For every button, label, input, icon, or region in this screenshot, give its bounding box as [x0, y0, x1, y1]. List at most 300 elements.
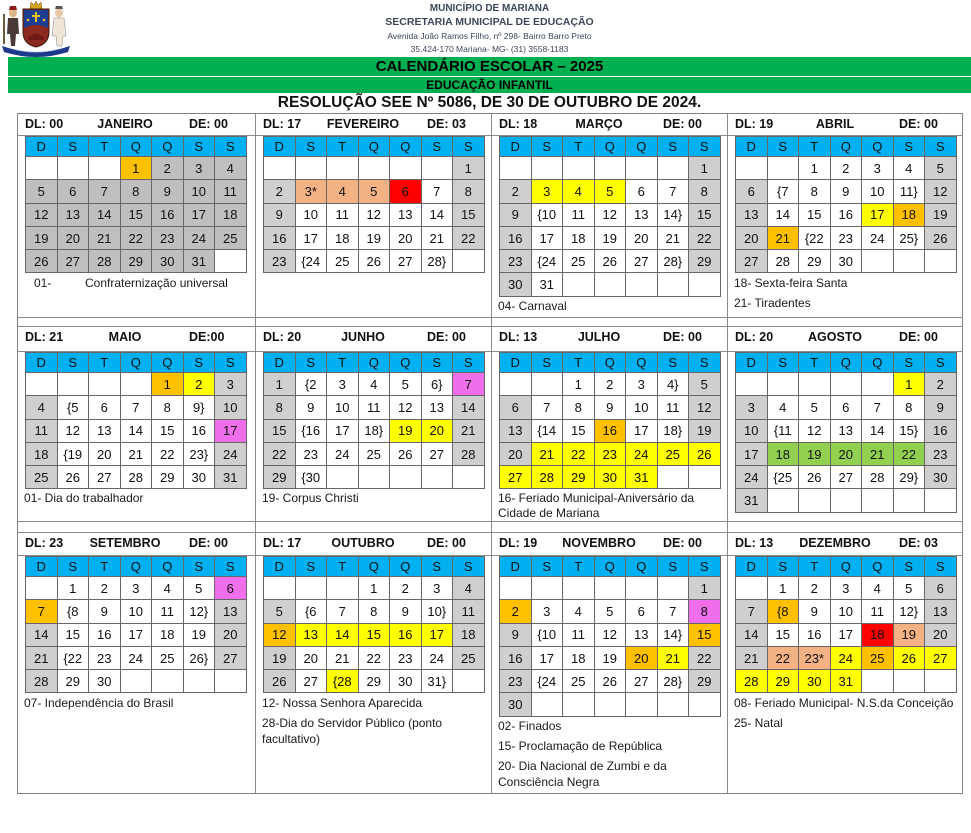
day-cell: 29	[563, 466, 595, 489]
de-count: DE:00	[189, 330, 225, 344]
day-cell: 12	[264, 624, 296, 647]
weekday-header: S	[532, 353, 564, 373]
de-count: DE: 00	[189, 536, 228, 550]
day-cell: 10	[736, 420, 768, 443]
day-cell: 25	[152, 647, 184, 670]
day-cell: 8	[689, 600, 721, 623]
day-cell: 6	[500, 396, 532, 419]
weekday-header: S	[453, 353, 485, 373]
day-cell: 24	[736, 466, 768, 489]
weekday-header: S	[184, 137, 216, 157]
empty-cell	[894, 670, 926, 693]
day-cell: 10	[184, 180, 216, 203]
day-cell: 28	[532, 466, 564, 489]
empty-cell	[58, 157, 90, 180]
empty-cell	[768, 157, 800, 180]
day-cell: 30	[184, 466, 216, 489]
row-divider	[17, 317, 963, 318]
day-cell: 27	[500, 466, 532, 489]
empty-cell	[626, 693, 658, 716]
day-cell: 27	[925, 647, 957, 670]
day-cell: 13	[925, 600, 957, 623]
empty-cell	[595, 693, 627, 716]
weekday-header: D	[500, 353, 532, 373]
day-cell: 21	[327, 647, 359, 670]
day-cell: 23	[925, 443, 957, 466]
weekday-header: Q	[831, 137, 863, 157]
day-cell: 1	[359, 577, 391, 600]
day-cell: 7	[453, 373, 485, 396]
day-cell: 3	[184, 157, 216, 180]
holiday-note	[24, 491, 248, 506]
day-cell: 23	[264, 250, 296, 273]
day-cell: 23	[390, 647, 422, 670]
dl-count: DL: 20	[263, 330, 302, 344]
weekday-header: Q	[595, 557, 627, 577]
empty-cell	[327, 577, 359, 600]
day-cell: 19	[894, 624, 926, 647]
holiday-notes	[734, 695, 958, 735]
day-cell: 16	[89, 624, 121, 647]
day-cell: 27	[422, 443, 454, 466]
day-cell: 27	[58, 250, 90, 273]
holiday-note	[262, 695, 486, 711]
day-cell: 6	[58, 180, 90, 203]
day-cell: 31	[184, 250, 216, 273]
holiday-note	[734, 295, 958, 311]
empty-cell	[500, 157, 532, 180]
calendar-subtitle: EDUCAÇÃO INFANTIL	[8, 77, 971, 93]
day-cell: 20	[626, 227, 658, 250]
day-cell: 10}	[422, 600, 454, 623]
day-cell: 12	[799, 420, 831, 443]
day-cell: 1	[453, 157, 485, 180]
weekday-header: Q	[626, 557, 658, 577]
empty-cell	[121, 670, 153, 693]
day-cell: 4	[215, 157, 247, 180]
day-cell: 31	[532, 273, 564, 296]
empty-cell	[390, 466, 422, 489]
weekday-header: Q	[862, 353, 894, 373]
day-cell: 25	[453, 647, 485, 670]
day-cell: 9	[595, 396, 627, 419]
day-cell: 2	[500, 180, 532, 203]
empty-cell	[626, 577, 658, 600]
day-cell: 4}	[658, 373, 690, 396]
weekday-header: S	[215, 137, 247, 157]
day-cell: {10	[532, 624, 564, 647]
day-cell: 18}	[359, 420, 391, 443]
day-cell: 7	[422, 180, 454, 203]
empty-cell	[500, 373, 532, 396]
weekday-header: Q	[359, 557, 391, 577]
holiday-note-text: 04- Carnaval	[498, 298, 567, 313]
day-cell: 14	[422, 204, 454, 227]
weekday-header: Q	[862, 137, 894, 157]
weekday-header: S	[296, 137, 328, 157]
day-cell: 7	[327, 600, 359, 623]
day-cell: 12	[359, 204, 391, 227]
day-cell: 22	[689, 647, 721, 670]
day-cell: 25	[359, 443, 391, 466]
holiday-note-text: 18- Sexta-feira Santa	[734, 275, 848, 290]
weekday-header: D	[26, 557, 58, 577]
empty-cell	[215, 670, 247, 693]
day-cell: 24	[422, 647, 454, 670]
empty-cell	[390, 157, 422, 180]
holiday-note	[734, 695, 958, 711]
day-cell: 14	[736, 624, 768, 647]
day-cell: 2	[89, 577, 121, 600]
holiday-note-text: 21- Tiradentes	[734, 295, 811, 310]
day-cell: 27	[831, 466, 863, 489]
month-name: SETEMBRO	[89, 536, 161, 550]
month-grid	[25, 556, 247, 693]
day-cell: 7	[89, 180, 121, 203]
day-cell: 15	[799, 204, 831, 227]
weekday-header: T	[799, 557, 831, 577]
weekday-header: S	[453, 137, 485, 157]
day-cell: 17	[736, 443, 768, 466]
day-cell: 1	[152, 373, 184, 396]
day-cell: 8	[689, 180, 721, 203]
holiday-note-text: 01- Dia do trabalhador	[24, 490, 144, 505]
weekday-header: S	[768, 137, 800, 157]
day-cell: 4	[563, 180, 595, 203]
day-cell: 15	[121, 204, 153, 227]
empty-cell	[658, 466, 690, 489]
day-cell: 28	[736, 670, 768, 693]
day-cell: 25	[26, 466, 58, 489]
day-cell: 20	[58, 227, 90, 250]
day-cell: 19	[26, 227, 58, 250]
day-cell: 31}	[422, 670, 454, 693]
holiday-notes	[24, 491, 248, 510]
day-cell: 24	[831, 647, 863, 670]
empty-cell	[894, 250, 926, 273]
weekday-header: T	[89, 557, 121, 577]
day-cell: 13	[500, 420, 532, 443]
day-cell: 1	[58, 577, 90, 600]
day-cell: 18	[563, 647, 595, 670]
day-cell: {30	[296, 466, 328, 489]
day-cell: 5	[894, 577, 926, 600]
day-cell: 15	[58, 624, 90, 647]
empty-cell	[184, 670, 216, 693]
day-cell: 25	[563, 670, 595, 693]
empty-cell	[296, 157, 328, 180]
weekday-header: S	[422, 137, 454, 157]
day-cell: 12	[925, 180, 957, 203]
day-cell: 11	[152, 600, 184, 623]
holiday-note-text: 19- Corpus Christi	[262, 490, 359, 505]
day-cell: 14	[453, 396, 485, 419]
empty-cell	[689, 273, 721, 296]
day-cell: 19	[359, 227, 391, 250]
day-cell: 1	[264, 373, 296, 396]
day-cell: 15	[453, 204, 485, 227]
day-cell: 2	[595, 373, 627, 396]
day-cell: 17	[121, 624, 153, 647]
day-cell: 4	[359, 373, 391, 396]
day-cell: 25	[563, 250, 595, 273]
day-cell: 14}	[658, 624, 690, 647]
day-cell: 19	[595, 227, 627, 250]
day-cell: 3	[121, 577, 153, 600]
column-divider	[727, 113, 728, 794]
dl-count: DL: 19	[735, 117, 774, 131]
day-cell: 6	[925, 577, 957, 600]
holiday-note	[498, 738, 722, 754]
day-cell: 4	[453, 577, 485, 600]
weekday-header: S	[422, 557, 454, 577]
day-cell: 4	[862, 577, 894, 600]
day-cell: 20	[626, 647, 658, 670]
day-cell: 19	[925, 204, 957, 227]
weekday-header: Q	[121, 137, 153, 157]
column-divider	[255, 113, 256, 794]
day-cell: 4	[894, 157, 926, 180]
day-cell: 7	[121, 396, 153, 419]
day-cell: 30	[152, 250, 184, 273]
day-cell: 26	[689, 443, 721, 466]
month-grid	[735, 352, 957, 513]
day-cell: 18	[215, 204, 247, 227]
day-cell: 19	[184, 624, 216, 647]
day-cell: 20	[296, 647, 328, 670]
weekday-header: S	[453, 557, 485, 577]
contact-line: 35.424-170 Mariana- MG- (31) 3558-1183	[410, 44, 569, 54]
empty-cell	[831, 489, 863, 512]
month-grid	[499, 136, 721, 297]
day-cell: 15	[152, 420, 184, 443]
day-cell: 20	[89, 443, 121, 466]
day-cell: 21	[658, 647, 690, 670]
empty-cell	[264, 577, 296, 600]
day-cell: 9	[89, 600, 121, 623]
empty-cell	[799, 489, 831, 512]
weekday-header: S	[768, 557, 800, 577]
day-cell: 11	[563, 204, 595, 227]
day-cell: 14	[26, 624, 58, 647]
weekday-header: S	[925, 137, 957, 157]
day-cell: 19	[799, 443, 831, 466]
month-grid	[735, 556, 957, 693]
day-cell: 6	[390, 180, 422, 203]
day-cell: 27	[626, 670, 658, 693]
day-cell: 23}	[184, 443, 216, 466]
day-cell: 31	[626, 466, 658, 489]
weekday-header: S	[532, 557, 564, 577]
weekday-header: T	[563, 137, 595, 157]
day-cell: 2	[390, 577, 422, 600]
de-count: DE: 00	[899, 117, 938, 131]
day-cell: 10	[626, 396, 658, 419]
empty-cell	[532, 693, 564, 716]
weekday-header: S	[422, 353, 454, 373]
holiday-notes	[24, 695, 248, 715]
day-cell: 19	[264, 647, 296, 670]
day-cell: 8	[563, 396, 595, 419]
month-name: ABRIL	[815, 117, 855, 131]
day-cell: 12	[58, 420, 90, 443]
day-cell: 21	[26, 647, 58, 670]
day-cell: 14}	[658, 204, 690, 227]
day-cell: 15	[359, 624, 391, 647]
month-grid	[499, 556, 721, 717]
day-cell: 30	[595, 466, 627, 489]
day-cell: 26	[799, 466, 831, 489]
empty-cell	[453, 670, 485, 693]
day-cell: 9	[390, 600, 422, 623]
day-cell: 20	[390, 227, 422, 250]
empty-cell	[894, 489, 926, 512]
day-cell: 26	[26, 250, 58, 273]
day-cell: {16	[296, 420, 328, 443]
day-cell: 4	[327, 180, 359, 203]
weekday-header: S	[58, 353, 90, 373]
day-cell: 5	[689, 373, 721, 396]
day-cell: 17	[626, 420, 658, 443]
weekday-header: D	[26, 353, 58, 373]
day-cell: 28	[862, 466, 894, 489]
holiday-notes	[262, 491, 486, 510]
dl-count: DL: 19	[499, 536, 538, 550]
day-cell: 18	[862, 624, 894, 647]
month-grid	[735, 136, 957, 273]
empty-cell	[595, 577, 627, 600]
empty-cell	[925, 250, 957, 273]
day-cell: 12	[595, 204, 627, 227]
day-cell: 21	[89, 227, 121, 250]
day-cell: 1	[894, 373, 926, 396]
holiday-note	[498, 298, 722, 314]
month-grid	[25, 352, 247, 489]
dl-count: DL: 13	[735, 536, 774, 550]
day-cell: 18	[327, 227, 359, 250]
day-cell: 4	[152, 577, 184, 600]
day-cell: 13	[58, 204, 90, 227]
dl-count: DL: 13	[499, 330, 538, 344]
day-cell: 10	[327, 396, 359, 419]
empty-cell	[736, 157, 768, 180]
weekday-header: S	[689, 557, 721, 577]
day-cell: 18	[152, 624, 184, 647]
empty-cell	[500, 577, 532, 600]
day-cell: 17	[831, 624, 863, 647]
empty-cell	[595, 157, 627, 180]
day-cell: 13	[422, 396, 454, 419]
day-cell: 2	[799, 577, 831, 600]
day-cell: 8	[799, 180, 831, 203]
day-cell: 3	[831, 577, 863, 600]
day-cell: 21	[532, 443, 564, 466]
weekday-header: Q	[626, 137, 658, 157]
day-cell: 6	[831, 396, 863, 419]
day-cell: 2	[925, 373, 957, 396]
day-cell: 13	[215, 600, 247, 623]
day-cell: 21	[768, 227, 800, 250]
month-grid	[263, 556, 485, 693]
day-cell: 18	[453, 624, 485, 647]
day-cell: 28}	[658, 670, 690, 693]
weekday-header: Q	[831, 557, 863, 577]
day-cell: 18	[768, 443, 800, 466]
day-cell: 31	[215, 466, 247, 489]
day-cell: 20	[215, 624, 247, 647]
empty-cell	[689, 693, 721, 716]
weekday-header: S	[184, 353, 216, 373]
day-cell: 21	[453, 420, 485, 443]
weekday-header: S	[658, 353, 690, 373]
day-cell: 28	[768, 250, 800, 273]
empty-cell	[26, 577, 58, 600]
day-cell: 7	[532, 396, 564, 419]
day-cell: 29	[264, 466, 296, 489]
day-cell: 30	[500, 273, 532, 296]
day-cell: 17	[422, 624, 454, 647]
day-cell: 3	[626, 373, 658, 396]
day-cell: 11	[327, 204, 359, 227]
holiday-note	[498, 491, 722, 521]
day-cell: 12	[390, 396, 422, 419]
day-cell: 17	[532, 647, 564, 670]
day-cell: 11	[359, 396, 391, 419]
de-count: DE: 00	[663, 117, 702, 131]
day-cell: 9	[152, 180, 184, 203]
empty-cell	[453, 250, 485, 273]
holiday-notes	[24, 275, 248, 295]
day-cell: 8	[264, 396, 296, 419]
empty-cell	[768, 373, 800, 396]
day-cell: 19	[689, 420, 721, 443]
day-cell: 21	[121, 443, 153, 466]
de-count: DE: 00	[663, 330, 702, 344]
day-cell: 7	[26, 600, 58, 623]
weekday-header: S	[768, 353, 800, 373]
day-cell: {5	[58, 396, 90, 419]
day-cell: 26	[58, 466, 90, 489]
empty-cell	[925, 489, 957, 512]
row-divider	[17, 532, 963, 533]
day-cell: 8	[894, 396, 926, 419]
day-cell: 14	[121, 420, 153, 443]
day-cell: 7	[658, 180, 690, 203]
day-cell: 6	[736, 180, 768, 203]
weekday-header: Q	[359, 137, 391, 157]
day-cell: 29	[689, 250, 721, 273]
empty-cell	[359, 466, 391, 489]
day-cell: 5	[925, 157, 957, 180]
month-name: JUNHO	[341, 330, 385, 344]
day-cell: 21	[658, 227, 690, 250]
month-grid	[263, 136, 485, 273]
day-cell: 14	[327, 624, 359, 647]
empty-cell	[121, 373, 153, 396]
weekday-header: D	[264, 557, 296, 577]
day-cell: 6	[626, 600, 658, 623]
day-cell: 1	[689, 577, 721, 600]
day-cell: 12	[595, 624, 627, 647]
holiday-notes	[262, 695, 486, 751]
weekday-header: S	[215, 353, 247, 373]
day-cell: {24	[296, 250, 328, 273]
day-cell: 22	[121, 227, 153, 250]
de-count: DE: 03	[899, 536, 938, 550]
de-count: DE: 00	[899, 330, 938, 344]
month-name: OUTUBRO	[331, 536, 395, 550]
empty-cell	[422, 466, 454, 489]
